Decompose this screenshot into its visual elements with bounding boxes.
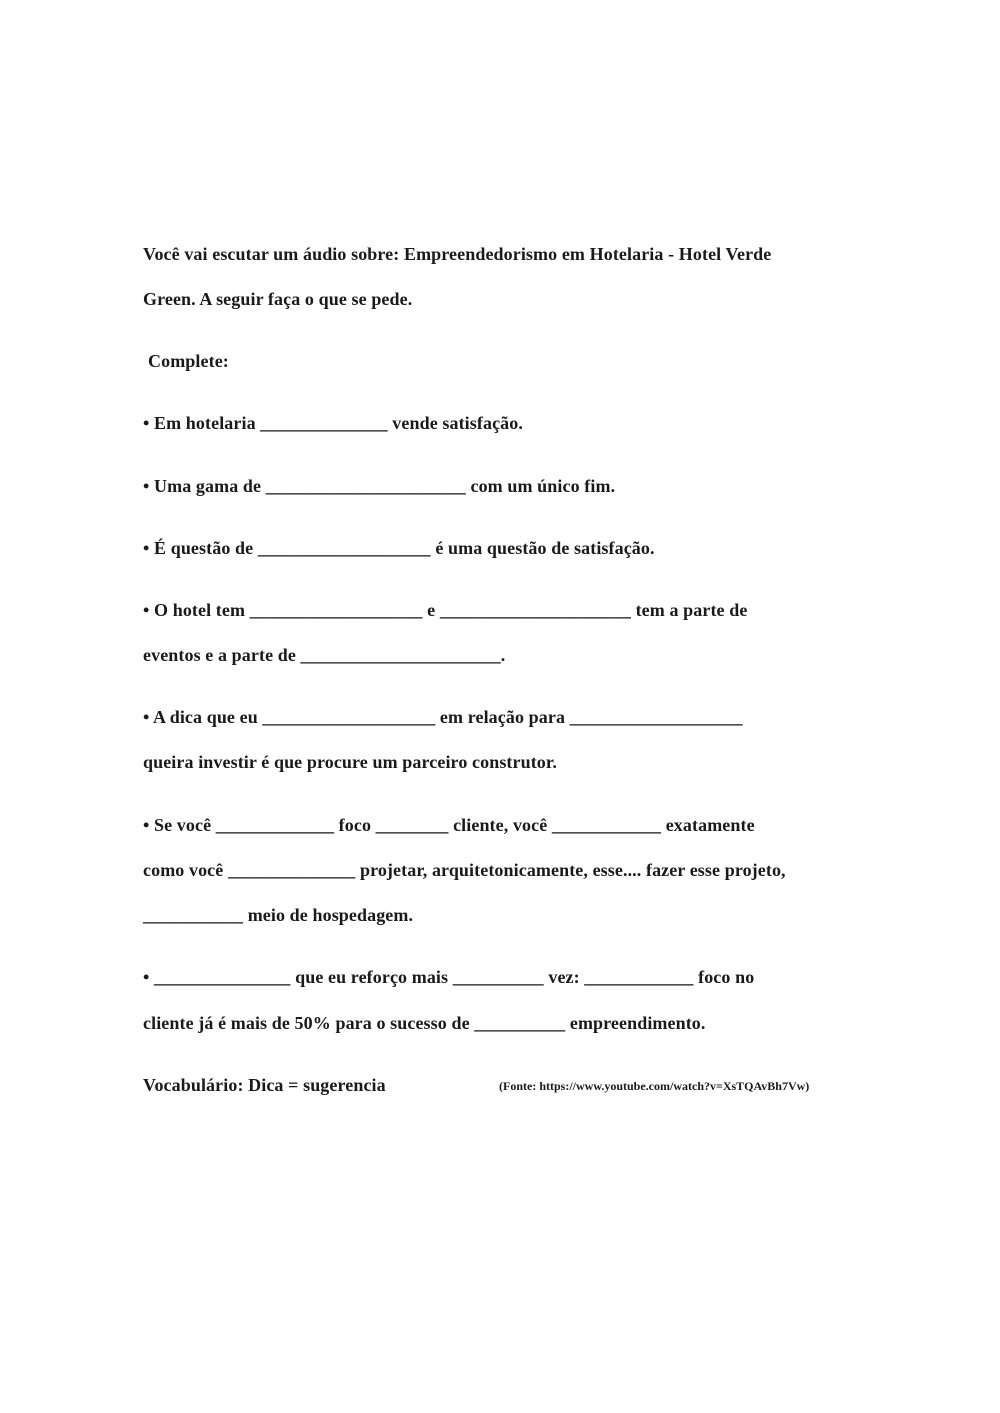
- fill-in-item-4-line-1: • O hotel tem ___________________ e _____________________ tem a parte de: [143, 600, 748, 620]
- fill-in-item-6-line-2: como você ______________ projetar, arquitetonicamente, esse.... fazer esse projeto,: [143, 860, 786, 880]
- fill-in-item-6-line-3: ___________ meio de hospedagem.: [143, 905, 414, 925]
- intro-line-2: Green. A seguir faça o que se pede.: [143, 289, 413, 309]
- complete-heading: Complete:: [148, 351, 229, 371]
- fill-in-item-4-line-2: eventos e a parte de ______________________.: [143, 645, 506, 665]
- fill-in-item-5-line-1: • A dica que eu ___________________ em relação para ___________________: [143, 707, 743, 727]
- fill-in-item-5-line-2: queira investir é que procure um parceiro construtor.: [143, 752, 557, 772]
- vocabulary-note: Vocabulário: Dica = sugerencia: [143, 1075, 386, 1095]
- fill-in-item-6-line-1: • Se você _____________ foco ________ cliente, você ____________ exatamente: [143, 815, 755, 835]
- fill-in-item-7-line-2: cliente já é mais de 50% para o sucesso de __________ empreendimento.: [143, 1013, 706, 1033]
- fill-in-item-7-line-1: • _______________ que eu reforço mais __________ vez: ____________ foco no: [143, 967, 755, 987]
- fill-in-item-1: • Em hotelaria ______________ vende satisfação.: [143, 413, 523, 433]
- source-citation: (Fonte: https://www.youtube.com/watch?v=XsTQAvBh7Vw): [499, 1079, 810, 1093]
- fill-in-item-3: • É questão de ___________________ é uma questão de satisfação.: [143, 538, 655, 558]
- intro-line-1: Você vai escutar um áudio sobre: Empreendedorismo em Hotelaria - Hotel Verde: [143, 244, 772, 264]
- fill-in-item-2: • Uma gama de ______________________ com um único fim.: [143, 476, 616, 496]
